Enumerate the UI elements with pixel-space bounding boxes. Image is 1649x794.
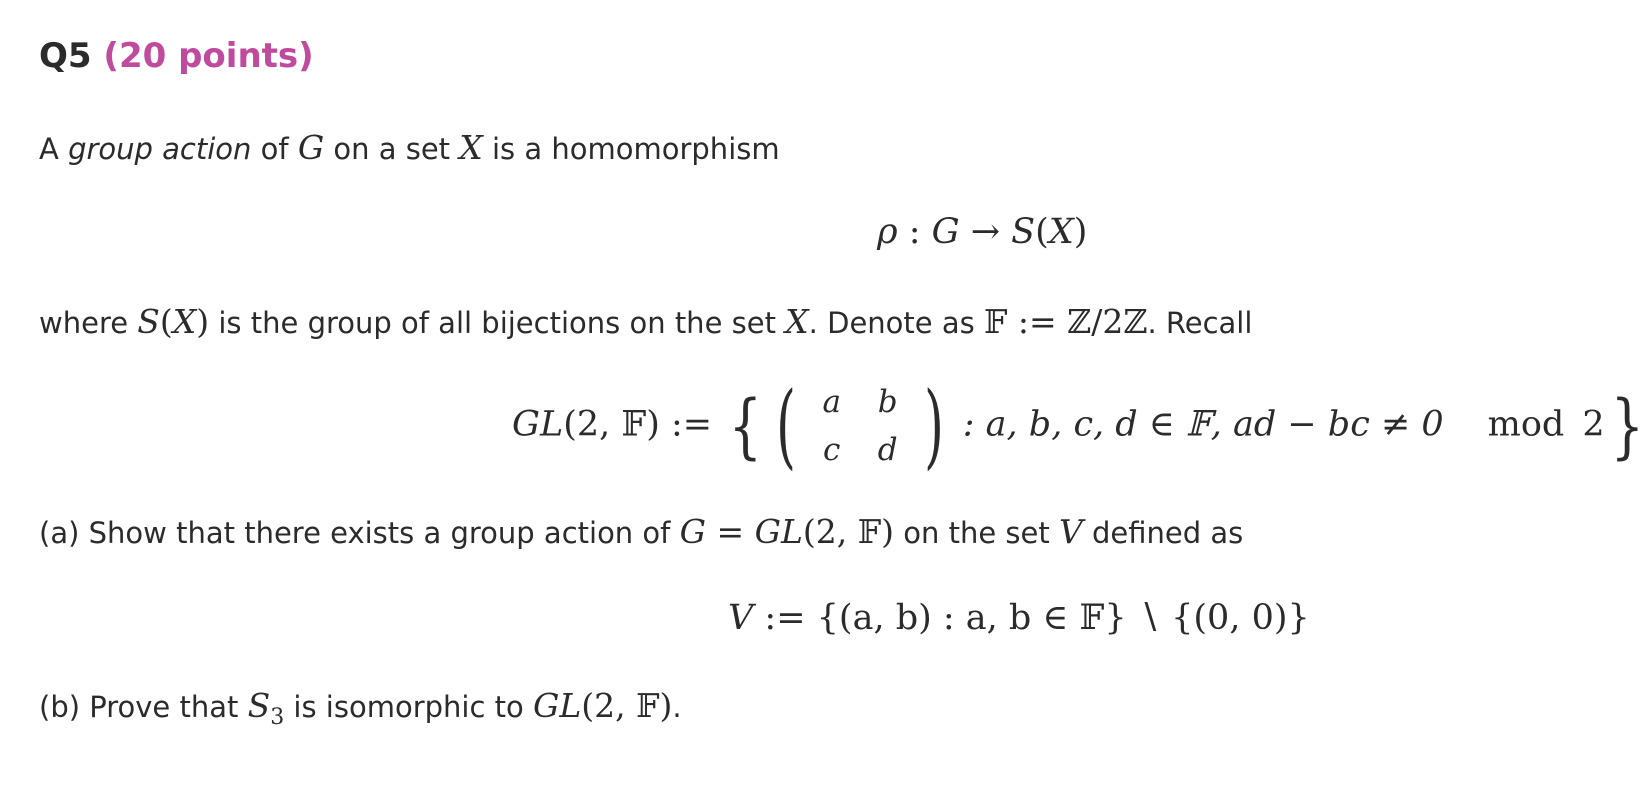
math-symbol: ℤ <box>1067 302 1092 341</box>
math-symbol: (2, 𝔽) := <box>563 404 713 445</box>
math-symbol: G <box>297 128 325 167</box>
math-symbol: S <box>137 302 160 341</box>
part-a-text: on the set <box>894 516 1059 550</box>
math-symbol: (2, 𝔽) <box>581 686 673 725</box>
question-number: Q5 <box>39 36 92 76</box>
part-b-text: (b) Prove that <box>39 690 248 724</box>
equation-v-definition <box>728 598 1310 638</box>
part-b-text: . <box>672 690 682 724</box>
intro-text: A <box>39 132 69 166</box>
math-symbol: GL <box>532 686 582 725</box>
math-definition: := {(a, b) : a, b ∈ 𝔽} ∖ {(0, 0)} <box>753 598 1310 638</box>
math-symbol: V <box>728 598 754 638</box>
part-b <box>39 686 682 730</box>
math-symbol: ρ <box>877 212 898 252</box>
matrix-entry: d <box>877 432 898 468</box>
math-symbol: GL <box>754 512 803 551</box>
matrix-entry: b <box>877 384 898 420</box>
left-paren: ( <box>775 372 796 479</box>
part-a-text: (a) Show that there exists a group action of <box>39 516 680 550</box>
left-brace: { <box>728 385 763 467</box>
math-symbol: /2 <box>1091 302 1124 341</box>
part-a-text: defined as <box>1082 516 1244 550</box>
math-symbol: ) <box>196 302 210 341</box>
math-symbol: S <box>1011 212 1036 252</box>
where-text: . Recall <box>1147 306 1253 340</box>
intro-text: is a homomorphism <box>482 132 780 166</box>
math-symbol: ℤ <box>1123 302 1148 341</box>
right-brace: } <box>1610 385 1644 467</box>
math-symbol: 2 <box>1582 404 1605 445</box>
math-symbol: X <box>172 302 197 341</box>
right-paren: ) <box>923 372 944 479</box>
math-symbol: ( <box>1035 212 1049 252</box>
equation-gl-definition <box>512 372 1649 479</box>
math-mod: mod <box>1487 404 1565 445</box>
question-heading <box>39 36 314 76</box>
math-symbol: 𝔽 <box>983 302 1008 341</box>
where-text: is the group of all bijections on the set <box>209 306 786 340</box>
part-a <box>39 512 1243 551</box>
matrix-entry: a <box>822 384 841 420</box>
math-symbol: : <box>897 212 932 252</box>
where-text: . Denote as <box>808 306 984 340</box>
math-condition: : a, b, c, d ∈ 𝔽, ad − bc ≠ 0 <box>951 404 1444 445</box>
math-symbol: X <box>785 302 809 341</box>
math-symbol: X <box>1048 212 1074 252</box>
intro-text: of <box>251 132 298 166</box>
math-symbol: X <box>459 128 483 167</box>
math-symbol: → <box>959 212 1012 252</box>
matrix <box>804 378 916 474</box>
math-symbol: G <box>931 212 960 252</box>
part-b-text: is isomorphic to <box>284 690 533 724</box>
math-symbol: ) <box>1073 212 1088 252</box>
math-subscript: 3 <box>270 704 285 730</box>
equation-rho <box>877 212 1087 252</box>
math-symbol: = <box>705 512 755 551</box>
math-symbol: (2, 𝔽) <box>802 512 895 551</box>
math-symbol: V <box>1058 512 1083 551</box>
question-points: (20 points) <box>103 36 314 76</box>
where-paragraph <box>39 302 1252 341</box>
math-symbol: ( <box>159 302 173 341</box>
intro-text: on a set <box>324 132 460 166</box>
math-symbol: := <box>1007 302 1068 341</box>
math-symbol: GL <box>512 404 564 445</box>
matrix-entry: c <box>823 432 841 468</box>
math-symbol: S <box>247 686 271 725</box>
intro-paragraph <box>39 128 780 167</box>
where-text: where <box>39 306 138 340</box>
intro-emphasis: group action <box>68 132 252 166</box>
math-symbol: G <box>679 512 706 551</box>
